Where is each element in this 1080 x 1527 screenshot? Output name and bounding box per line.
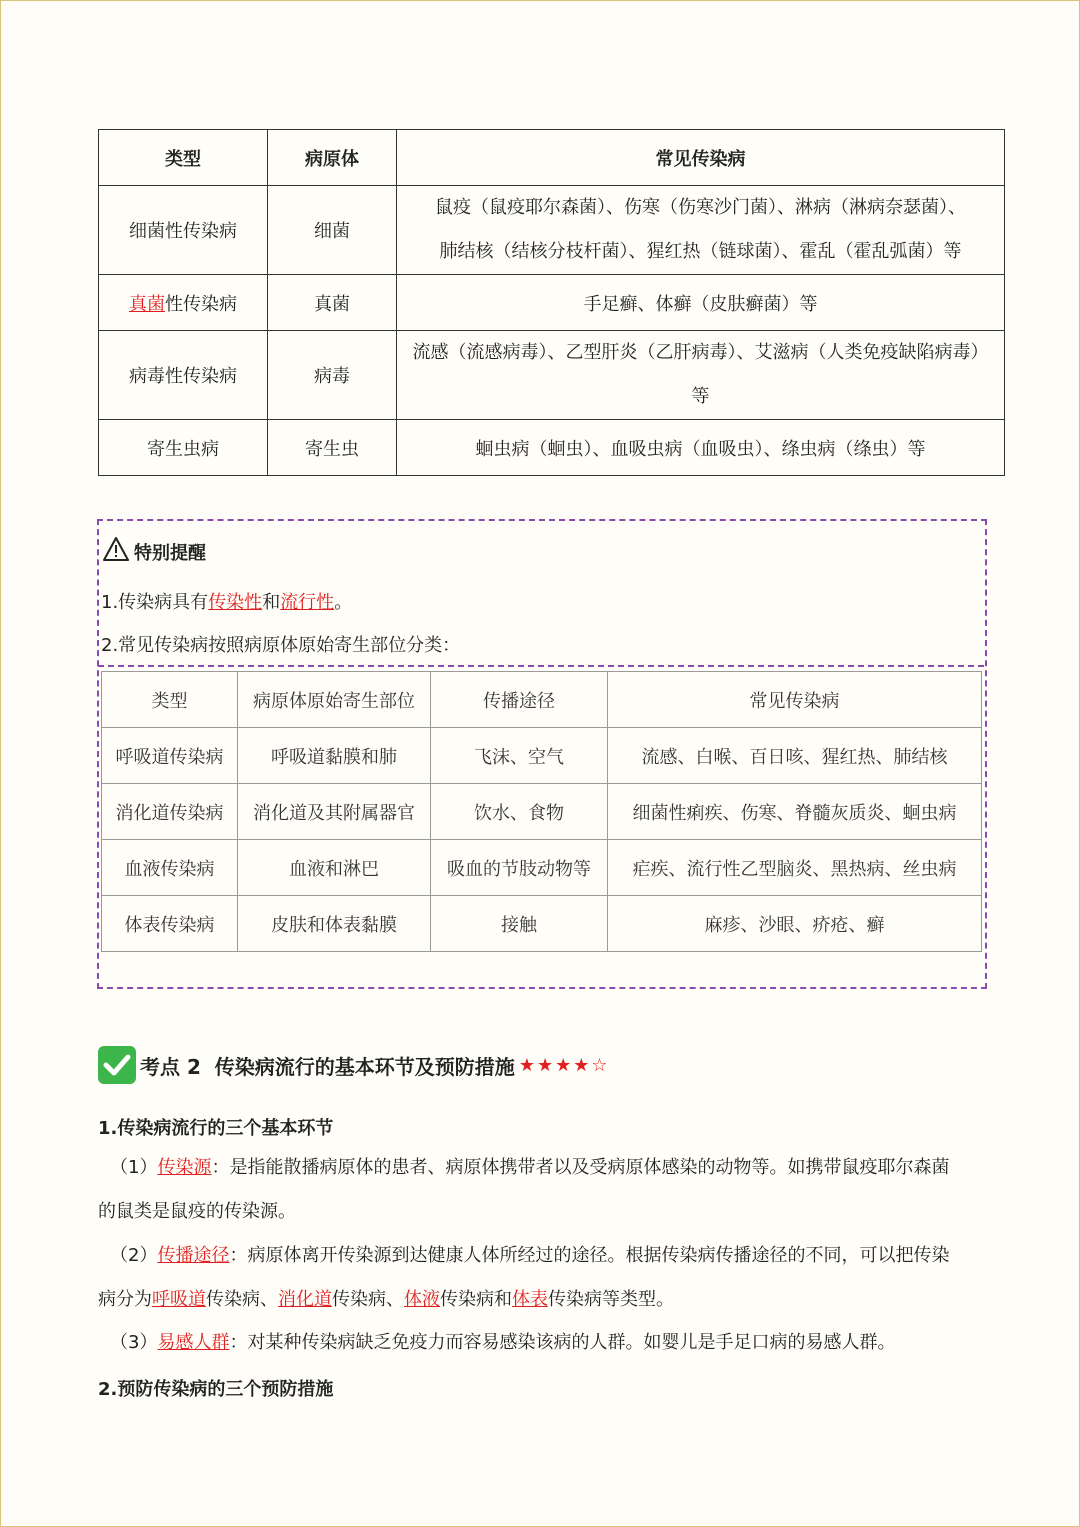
type-cell: 病毒性传染病	[99, 331, 268, 420]
tip-line-1	[101, 588, 352, 614]
table-cell: 流感、白喉、百日咳、猩红热、肺结核	[608, 728, 982, 784]
text: ：对某种传染病缺乏免疫力而容易感染该病的人群。如婴儿是手足口病的易感人群。	[229, 1332, 896, 1353]
diseases-cell	[397, 186, 1005, 275]
table-cell: 接触	[431, 896, 608, 952]
tip-line-2: 2.常见传染病按照病原体原始寄生部位分类：	[101, 635, 461, 656]
highlight-term: 流行性	[280, 592, 335, 613]
paragraph-3	[98, 1321, 990, 1365]
header-cell: 常见传染病	[608, 672, 982, 728]
paragraph-1	[98, 1146, 990, 1234]
highlight-term: 易感人群	[157, 1332, 230, 1353]
type-cell: 寄生虫病	[99, 420, 268, 476]
text: 1.传染病具有	[101, 592, 209, 613]
pathogen-type-table	[98, 129, 1005, 476]
paragraph-2	[98, 1234, 990, 1322]
highlight-term: 传染源	[157, 1157, 212, 1178]
pathogen-cell: 寄生虫	[268, 420, 397, 476]
table-cell: 吸血的节肢动物等	[431, 840, 608, 896]
header-cell: 传播途径	[431, 672, 608, 728]
highlight-term: 体液	[404, 1289, 440, 1310]
kaodian-heading	[98, 1046, 610, 1084]
star-empty-icon: ☆	[591, 1054, 610, 1076]
diseases-line: 肺结核（结核分枝杆菌）、猩红热（链球菌）、霍乱（霍乱弧菌）等	[439, 241, 962, 262]
header-cell: 类型	[99, 130, 268, 186]
paragraph-line	[98, 1278, 990, 1322]
section-heading: 2.预防传染病的三个预防措施	[98, 1379, 334, 1400]
text: ：是指能散播病原体的患者、病原体携带者以及受病原体感染的动物等。如携带鼠疫耶尔森菌	[211, 1157, 950, 1178]
highlight-term: 传染性	[208, 592, 263, 613]
table-cell: 呼吸道传染病	[102, 728, 238, 784]
table-cell: 疟疾、流行性乙型脑炎、黑热病、丝虫病	[608, 840, 982, 896]
highlight-term: 真菌	[129, 293, 165, 315]
table-cell: 飞沫、空气	[431, 728, 608, 784]
table-row	[99, 275, 1005, 331]
highlight-term: 体表	[512, 1289, 548, 1310]
table-row	[99, 186, 1005, 275]
diseases-cell: 蛔虫病（蛔虫）、血吸虫病（血吸虫）、绦虫病（绦虫）等	[397, 420, 1005, 476]
text: 病分为	[98, 1289, 152, 1310]
table-cell: 呼吸道黏膜和肺	[238, 728, 431, 784]
table-header-row	[99, 130, 1005, 186]
table-cell: 细菌性痢疾、伤寒、脊髓灰质炎、蛔虫病	[608, 784, 982, 840]
header-cell: 病原体原始寄生部位	[238, 672, 431, 728]
type-cell	[99, 275, 268, 331]
table-cell: 饮水、食物	[431, 784, 608, 840]
table-cell: 消化道传染病	[102, 784, 238, 840]
table-row	[102, 728, 982, 784]
rating-stars	[519, 1055, 610, 1076]
diseases-cell	[397, 331, 1005, 420]
paragraph-line	[98, 1146, 990, 1190]
item-number: （1）	[110, 1157, 158, 1178]
tip-title-text: 特别提醒	[134, 542, 206, 564]
text: 和	[262, 592, 281, 613]
table-row	[102, 896, 982, 952]
tip-title	[102, 536, 206, 567]
text: 传染病、	[332, 1289, 404, 1310]
text: 传染病、	[206, 1289, 278, 1310]
highlight-term: 消化道	[278, 1289, 332, 1310]
diseases-line: 等	[691, 386, 710, 407]
table-row	[102, 784, 982, 840]
kaodian-title: 考点 2 传染病流行的基本环节及预防措施	[140, 1054, 515, 1079]
paragraph-line	[98, 1321, 990, 1365]
header-cell: 常见传染病	[397, 130, 1005, 186]
table-row	[102, 840, 982, 896]
table-header-row	[102, 672, 982, 728]
highlight-term: 传播途径	[157, 1245, 230, 1266]
header-cell: 类型	[102, 672, 238, 728]
text: 传染病等类型。	[548, 1289, 674, 1310]
text: 。	[334, 592, 353, 613]
table-cell: 血液和淋巴	[238, 840, 431, 896]
paragraph-line	[98, 1234, 990, 1278]
tip-divider	[98, 665, 984, 667]
text: ：病原体离开传染源到达健康人体所经过的途径。根据传染病传播途径的不同，可以把传染	[229, 1245, 950, 1266]
warning-icon	[102, 536, 130, 567]
paragraph-line: 的鼠类是鼠疫的传染源。	[98, 1201, 296, 1222]
table-cell: 消化道及其附属器官	[238, 784, 431, 840]
item-number: （2）	[110, 1245, 158, 1266]
section-heading: 1.传染病流行的三个基本环节	[98, 1118, 334, 1139]
pathogen-cell: 真菌	[268, 275, 397, 331]
pathogen-cell: 病毒	[268, 331, 397, 420]
table-cell: 皮肤和体表黏膜	[238, 896, 431, 952]
star-filled-icon: ★★★★	[518, 1054, 592, 1076]
table-row	[99, 420, 1005, 476]
table-cell: 体表传染病	[102, 896, 238, 952]
check-icon	[98, 1046, 136, 1084]
table-cell: 麻疹、沙眼、疥疮、癣	[608, 896, 982, 952]
diseases-line: 流感（流感病毒）、乙型肝炎（乙肝病毒）、艾滋病（人类免疫缺陷病毒）	[412, 342, 989, 363]
text: 传染病和	[440, 1289, 512, 1310]
diseases-cell: 手足癣、体癣（皮肤癣菌）等	[397, 275, 1005, 331]
header-cell: 病原体	[268, 130, 397, 186]
type-cell: 细菌性传染病	[99, 186, 268, 275]
infection-site-table	[101, 671, 982, 952]
item-number: （3）	[110, 1332, 158, 1353]
highlight-term: 呼吸道	[152, 1289, 206, 1310]
table-row	[99, 331, 1005, 420]
type-rest: 性传染病	[165, 293, 237, 315]
diseases-line: 鼠疫（鼠疫耶尔森菌）、伤寒（伤寒沙门菌）、淋病（淋病奈瑟菌）、	[435, 197, 966, 218]
table-cell: 血液传染病	[102, 840, 238, 896]
pathogen-cell: 细菌	[268, 186, 397, 275]
